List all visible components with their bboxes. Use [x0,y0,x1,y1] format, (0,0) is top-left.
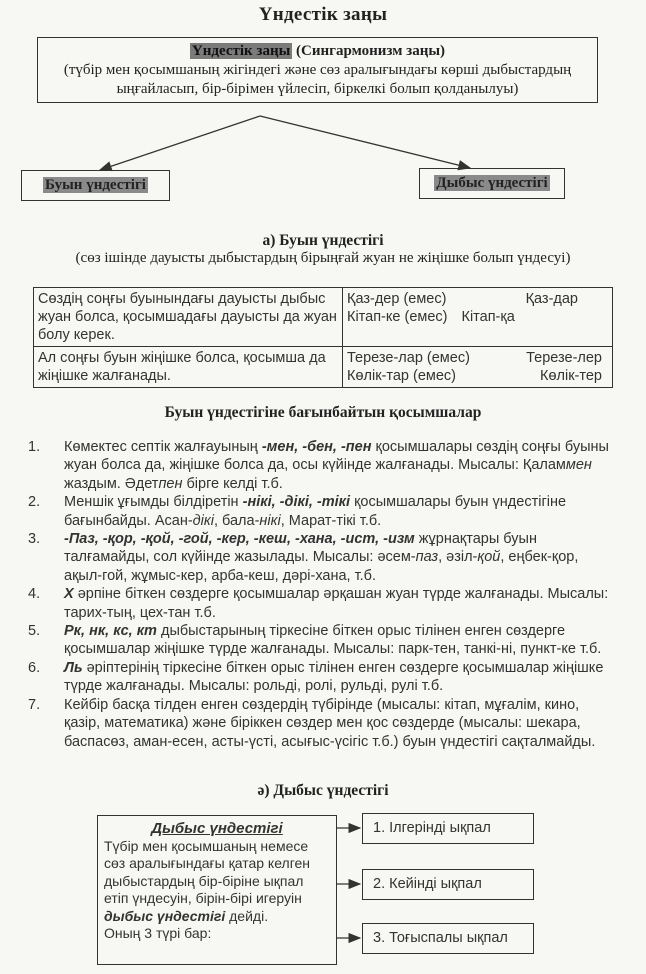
exceptions-list [28,438,618,751]
item-suffixes: -Паз, -қор, -қой, -гой, -кер, -кеш, -хана, -ист, -изм [64,531,415,548]
definition-types-intro: Оның 3 түрі бар: [104,925,212,941]
item-suffixes: Х [64,586,74,603]
item-text: дыбыстарының тіркесіне біткен орыс тілінен енген сөздерге қосымшалар жіңішке түрде жалғанады. Мысалы: парк-тен, танкі-ні, пункт-ке т.б. [64,623,602,658]
page-title: Үндестік заңы [258,4,388,25]
list-item [28,493,618,530]
item-text: , Марат-тікі т.б. [280,512,382,529]
item-text: Көмектес септік жалғауының [64,439,262,455]
item-suffixes: -нікі, -дікі, -тікі [242,494,351,511]
item-example: дікі [192,512,214,529]
item-text: жаздым. Әдет [64,475,159,492]
example-wrong: Кітап-ке (емес) [347,309,448,325]
example-line [347,367,608,385]
example-line [347,308,608,326]
type-label: 3. Тоғыспалы ықпал [373,930,508,946]
definition-text: Түбір мен қосымшаның немесе сөз аралығындағы қатар келген дыбыстардың бір-біріне ықпал етіп үндесуін, бірін-бірі игеруін [104,837,311,906]
exceptions-heading: Буын үндестігіне бағынбайтын қосымшалар [164,404,482,421]
type-label: 1. Ілгерінді ықпал [373,820,491,836]
sound-harmony-box [419,168,565,199]
list-item [28,438,618,493]
item-number: 6. [28,659,41,676]
example-right: Терезе-лер [526,350,602,366]
item-number: 1. [28,439,41,455]
item-example: пен [158,475,183,492]
syllable-harmony-table [33,287,613,388]
table-cell-examples [343,288,613,347]
table-cell-examples [343,347,613,388]
item-text: , әзіл- [438,549,478,566]
law-name-suffix: (Сингармонизм заңы) [292,43,446,59]
item-number: 7. [28,696,41,713]
item-text: , бала- [213,512,260,529]
item-suffixes: -мен, -бен, -пен [261,439,372,455]
definition-title: Дыбыс үндестігі [151,820,283,837]
syllable-harmony-label: Буын үндестігі [45,177,146,193]
sound-harmony-label: Дыбыс үндестігі [436,175,548,191]
type-label: 2. Кейінді ықпал [373,876,482,892]
list-item [28,659,618,696]
example-wrong: Терезе-лар (емес) [347,350,470,366]
definition-term: дыбыс үндестігі [104,907,226,924]
item-example: мен [565,457,592,474]
list-item [28,585,618,622]
example-wrong: Көлік-тар (емес) [347,368,457,384]
table-cell-rule: Сөздің соңғы буынындағы дауысты дыбыс жуан болса, қосымшадағы дауысты да жуан болу керек. [34,288,343,347]
definition-end: дейді. [225,907,269,924]
example-line [347,349,608,367]
item-text: , еңбек-қор, ақыл-гой, жұмыс-кер, арба-кеш, дәрі-хана, т.б. [64,549,579,584]
law-description: (түбір мен қосымшаның жігіндегі және сөз аралығындағы көрші дыбыстардың ыңғайласып, бір-бірімен үйлесіп, біркелкі болып қолданылуы) [63,62,572,97]
section-a-subheading: (сөз ішінде дауысты дыбыстардың бірыңғай жуан не жіңішке болып үндесуі) [75,250,571,266]
item-example: паз [415,549,439,566]
type-box-regressive [362,869,534,900]
type-box-mutual [362,923,534,954]
syllable-harmony-box [21,170,170,201]
example-right: Көлік-тер [540,368,602,384]
example-wrong: Қаз-дер (емес) [347,291,447,307]
list-item [28,696,618,751]
section-b-heading: ә) Дыбыс үндестігі [257,782,389,799]
item-text: бірге келді т.б. [182,475,283,492]
item-text: қосымшалары сөздің соңғы буыны жуан болса да, жіңішке болса да, осы күйінде жалғанады. Мысалы: Қалам [64,439,609,474]
example-right: Кітап-қа [461,309,515,325]
item-suffixes: Рк, нк, кс, кт [64,623,157,640]
item-number: 4. [28,586,41,603]
table-row [34,347,613,388]
law-name: Үндестік заңы [191,43,291,59]
example-right: Қаз-дар [525,291,578,307]
table-row [34,288,613,347]
item-text: Кейбір басқа тілден енген сөздердің түбірінде (мысалы: кітап, мұғалім, кино, қазір, математика) және біріккен сөздер мен қос сөздерде (мысалы: шекара, баспасөз, аман-есен, асты-үсті, асығыс-үсігіс т.б.) буын үндестігі сақталмайды. [64,696,596,750]
item-number: 3. [28,531,41,548]
section-a-heading: а) Буын үндестігі [262,232,384,249]
item-example: нікі [259,512,281,529]
item-text: әрпіне біткен сөздерге қосымшалар әрқашан жуан түрде жалғанады. Мысалы: тарих-тың, цех-тан т.б. [64,586,609,621]
example-line [347,290,608,308]
item-text: әріптерінің тіркесіне біткен орыс тілінен енген сөздерге қосымшалар жіңішке түрде жалғанады. Мысалы: рольді, ролі, рульді, рулі т.б. [64,659,604,695]
item-number: 2. [28,494,41,511]
type-box-progressive [362,813,534,844]
item-text: Меншік ұғымды білдіретін [64,494,243,511]
table-cell-rule: Ал соңғы буын жіңішке болса, қосымша да жіңішке жалғанады. [34,347,343,388]
list-item [28,622,618,659]
item-suffixes: Ль [64,659,83,676]
item-example: қой [477,549,501,566]
item-number: 5. [28,623,41,640]
item-text: қосымшалары буын үндестігіне бағынбайды. Асан- [64,494,567,529]
item-text: жұрнақтары буын талғамайды, сол күйінде жазылады. Мысалы: әсем- [64,531,537,566]
list-item [28,530,618,585]
sound-harmony-definition-box [97,815,337,965]
